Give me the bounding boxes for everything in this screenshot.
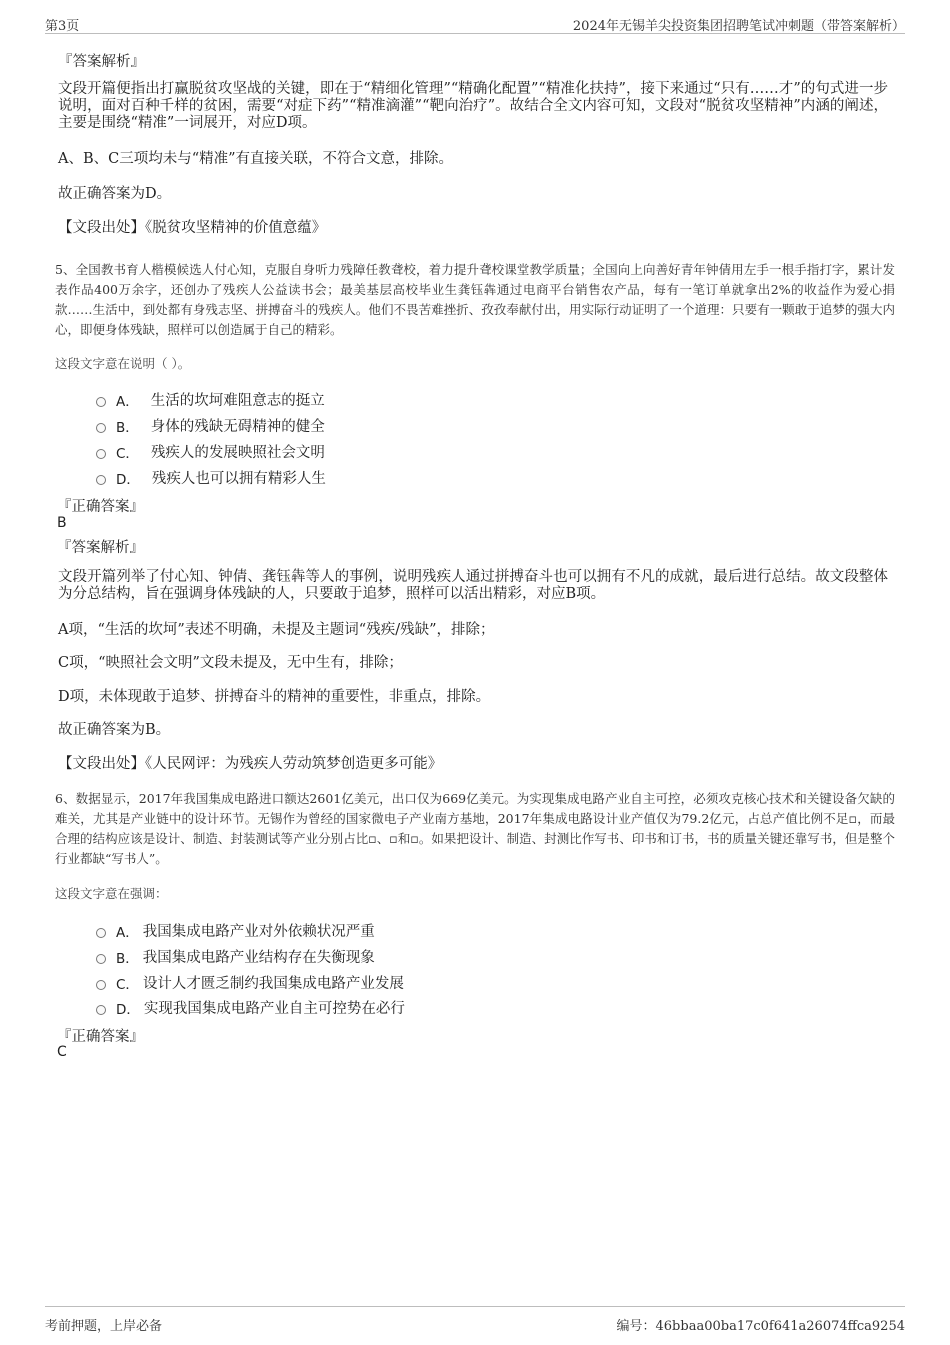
radio-button-icon[interactable] xyxy=(96,954,106,964)
option-text: 残疾人的发展映照社会文明 xyxy=(150,445,325,461)
page-footer xyxy=(45,1306,905,1332)
option-text: 残疾人也可以拥有精彩人生 xyxy=(151,471,326,487)
analysis-paragraph: 文段开篇便指出打赢脱贫攻坚战的关键，即在于“精细化管理”“精确化配置”“精准化扶持”，接下来通过“只有……才”的句式进一步说明，面对百种千样的贫困，需要“对症下药”“精准滴灌”“靶向治疗”。故结合全文内容可知，文段对“脱贫攻坚精神”内涵的阐述，主要是围绕“精准”一词展开，对应D项。 xyxy=(58,81,888,131)
analysis-paragraph: 文段开篇列举了付心知、钟倩、龚钰犇等人的事例，说明残疾人通过拼搏奋斗也可以拥有不凡的成就，最后进行总结。故文段整体为分总结构，旨在强调身体残缺的人，只要敢于追梦，照样可以活出精彩，对应B项。 xyxy=(58,569,888,602)
option-d[interactable] xyxy=(96,467,326,488)
option-c[interactable] xyxy=(96,972,404,993)
option-a[interactable] xyxy=(96,389,325,410)
analysis-paragraph: C项，“映照社会文明”文段未提及，无中生有，排除； xyxy=(58,655,403,671)
option-letter: D． xyxy=(116,471,140,488)
analysis-paragraph: A、B、C三项均未与“精准”有直接关联，不符合文意，排除。 xyxy=(58,151,454,167)
analysis-label: 『答案解析』 xyxy=(57,540,144,556)
radio-button-icon[interactable] xyxy=(96,423,106,433)
correct-answer: C xyxy=(57,1044,67,1060)
document-code: 编号：46bbaa00ba17c0f641a26074ffca9254 xyxy=(616,1319,905,1334)
question-prompt: 这段文字意在说明（ ）。 xyxy=(55,356,191,371)
option-b[interactable] xyxy=(96,946,375,967)
source-citation: 【文段出处】《脱贫攻坚精神的价值意蕴》 xyxy=(58,220,327,236)
option-letter: B． xyxy=(116,419,139,436)
correct-answer-label: 『正确答案』 xyxy=(57,499,144,515)
radio-button-icon[interactable] xyxy=(96,397,106,407)
option-b[interactable] xyxy=(96,415,325,436)
analysis-paragraph: A项，“生活的坎坷”表述不明确，未提及主题词“残疾/残缺”，排除； xyxy=(58,622,495,638)
option-text: 生活的坎坷难阻意志的挺立 xyxy=(150,393,325,409)
page-header xyxy=(45,12,905,34)
option-text: 我国集成电路产业对外依赖状况严重 xyxy=(142,924,375,940)
document-title: 2024年无锡羊尖投资集团招聘笔试冲刺题（带答案解析） xyxy=(572,19,905,34)
option-text: 身体的残缺无碍精神的健全 xyxy=(150,419,325,435)
analysis-paragraph: D项，未体现敢于追梦、拼搏奋斗的精神的重要性，非重点，排除。 xyxy=(58,689,491,705)
option-d[interactable] xyxy=(96,997,405,1018)
option-text: 实现我国集成电路产业自主可控势在必行 xyxy=(143,1001,405,1017)
question-text: 5、全国教书育人楷模候选人付心知，克服自身听力残障任教聋校，着力提升聋校课堂教学质量；全国向上向善好青年钟倩用左手一根手指打字，累计发表作品400万余字，还创办了残疾人公益读书会；最美基层高校毕业生龚钰犇通过电商平台销售农产品，每有一笔订单就拿出2%的收益作为爱心捐款……生活中，到处都有身残志坚、拼搏奋斗的残疾人。他们不畏苦难挫折、孜孜奉献付出，用实际行动证明了一个道理：只要有一颗敢于追梦的强大内心，即便身体残缺，照样可以创造属于自己的精彩。 xyxy=(55,262,895,337)
source-citation: 【文段出处】《人民网评：为残疾人劳动筑梦创造更多可能》 xyxy=(58,756,443,772)
footer-slogan: 考前押题，上岸必备 xyxy=(45,1319,163,1334)
option-letter: A． xyxy=(116,924,139,941)
option-c[interactable] xyxy=(96,441,325,462)
question-text: 6、数据显示，2017年我国集成电路进口额达2601亿美元，出口仅为669亿美元。为实现集成电路产业自主可控，必须攻克核心技术和关键设备欠缺的难关，尤其是产业链中的设计环节。无锡作为曾经的国家微电子产业南方基地，2017年集成电路设计业产值仅为79.2亿元，占总产值比例不足▫，而最合理的结构应该是设计、制造、封装测试等产业分别占比▫、▫和▫。如果把设计、制造、封测比作写书、印书和订书，书的质量关键还靠写书，但是整个行业都缺“写书人”。 xyxy=(55,791,895,866)
radio-button-icon[interactable] xyxy=(96,980,106,990)
option-text: 设计人才匮乏制约我国集成电路产业发展 xyxy=(142,976,404,992)
question-prompt: 这段文字意在强调： xyxy=(55,886,168,901)
option-letter: D． xyxy=(116,1001,140,1018)
radio-button-icon[interactable] xyxy=(96,1005,106,1015)
option-letter: B． xyxy=(116,950,139,967)
analysis-label: 『答案解析』 xyxy=(58,54,145,70)
option-letter: A． xyxy=(116,393,139,410)
conclusion-text: 故正确答案为D。 xyxy=(58,186,172,202)
conclusion-text: 故正确答案为B。 xyxy=(58,722,171,738)
radio-button-icon[interactable] xyxy=(96,928,106,938)
option-text: 我国集成电路产业结构存在失衡现象 xyxy=(142,950,375,966)
radio-button-icon[interactable] xyxy=(96,475,106,485)
option-letter: C． xyxy=(116,976,139,993)
correct-answer-label: 『正确答案』 xyxy=(57,1029,144,1045)
correct-answer: B xyxy=(57,515,67,531)
option-letter: C． xyxy=(116,445,139,462)
page-number: 第3页 xyxy=(45,19,80,34)
radio-button-icon[interactable] xyxy=(96,449,106,459)
option-a[interactable] xyxy=(96,920,375,941)
